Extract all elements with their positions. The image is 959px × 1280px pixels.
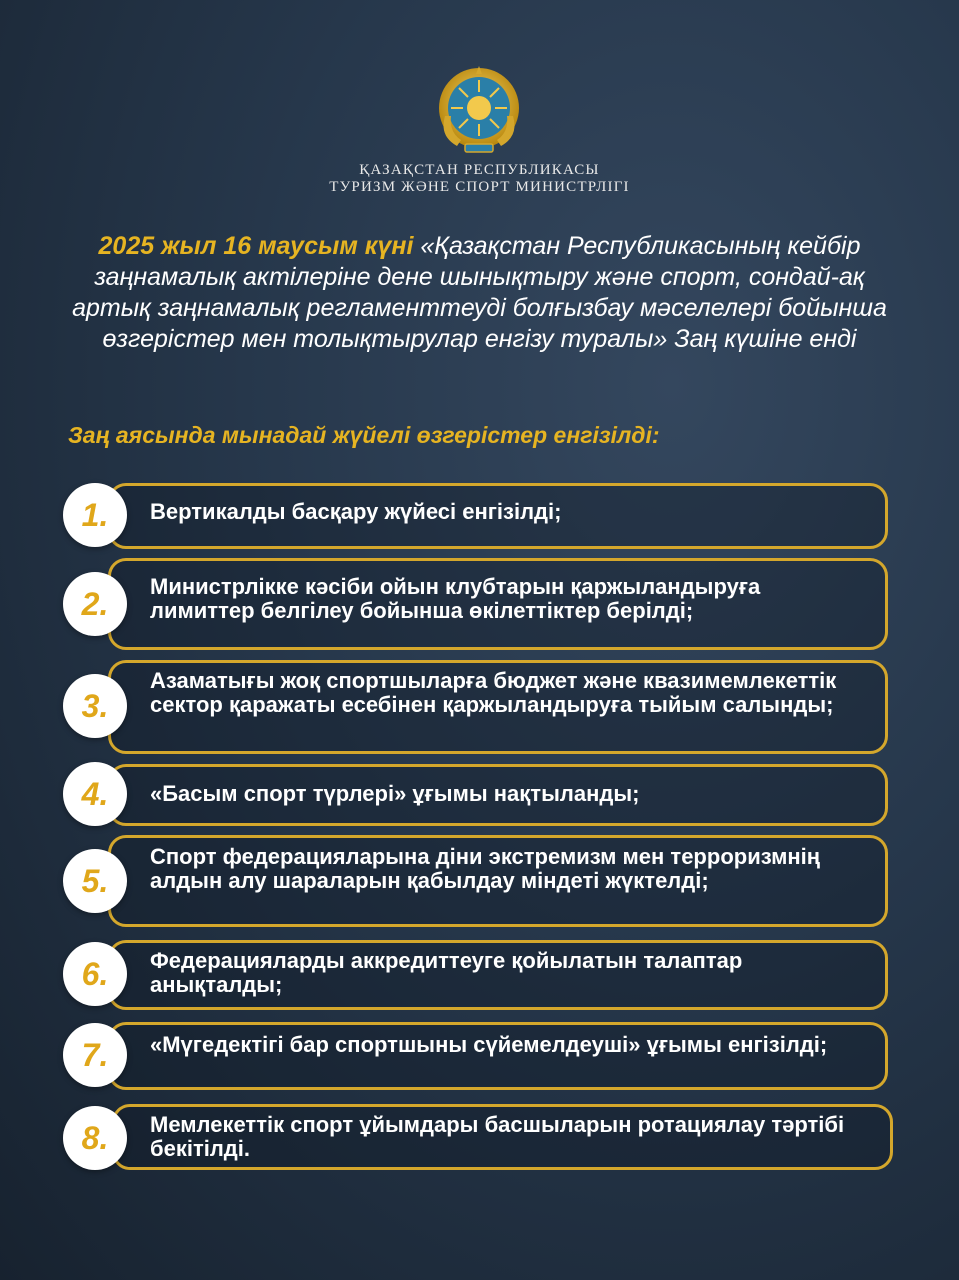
item-text: Спорт федерацияларына діни экстремизм мен терроризмнің алдын алу шараларын қабылдау міндеті жүктелді; <box>150 844 821 893</box>
item-text: «Мүгедектігі бар спортшыны сүйемелдеуші» ұғымы енгізілді; <box>150 1032 828 1057</box>
ministry-line-2: ТУРИЗМ ЖӘНЕ СПОРТ МИНИСТРЛІГІ <box>329 179 630 195</box>
item-number-badge: 7. <box>63 1023 127 1087</box>
intro-paragraph <box>70 231 889 355</box>
item-text: Вертикалды басқару жүйесі енгізілді; <box>150 499 562 524</box>
item-number-badge: 8. <box>63 1106 127 1170</box>
item-text: Азаматығы жоқ спортшыларға бюджет және квазимемлекеттік сектор қаражаты есебінен қаржыландыруға тыйым салынды; <box>150 668 837 717</box>
item-number-badge: 3. <box>63 674 127 738</box>
ministry-line-1: ҚАЗАҚСТАН РЕСПУБЛИКАСЫ <box>359 162 600 178</box>
item-text: Министрлікке кәсіби ойын клубтарын қаржыландыруға лимиттер белгілеу бойынша өкілеттіктер берілді; <box>150 574 761 623</box>
item-text: Мемлекеттік спорт ұйымдары басшыларын ротациялау тәртібі бекітілді. <box>150 1112 845 1161</box>
item-number-badge: 4. <box>63 762 127 826</box>
ministry-name <box>0 162 959 196</box>
item-number-badge: 5. <box>63 849 127 913</box>
intro-date: 2025 жыл 16 маусым күні <box>98 232 414 260</box>
item-text: «Басым спорт түрлері» ұғымы нақтыланды; <box>150 781 640 806</box>
state-emblem-icon <box>437 66 521 156</box>
item-number-badge: 1. <box>63 483 127 547</box>
item-text: Федерацияларды аккредиттеуге қойылатын талаптар анықталды; <box>150 948 743 997</box>
section-subtitle: Заң аясында мынадай жүйелі өзгерістер енгізілді: <box>68 422 660 448</box>
item-number-badge: 2. <box>63 572 127 636</box>
item-number-badge: 6. <box>63 942 127 1006</box>
intro-text: «Қазақстан Республикасының кейбір заңнамалық актілеріне дене шынықтыру және спорт, сондай-ақ артық заңнамалық регламенттеуді болғызбау мәселелері бойынша өзгерістер мен толықтырулар енгізу туралы» Заң күшіне енді <box>72 232 887 353</box>
